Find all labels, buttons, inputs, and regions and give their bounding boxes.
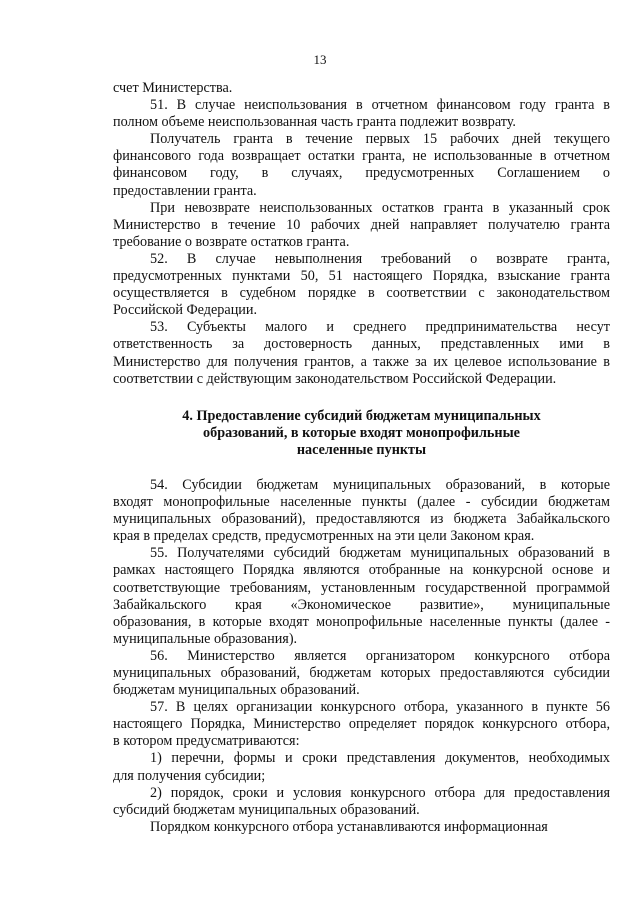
paragraph-line: 53. Субъекты малого и среднего предпринимательства несут [150, 319, 610, 336]
paragraph-line: бюджетам муниципальных образований. [113, 682, 360, 699]
paragraph-line: счет Министерства. [113, 80, 233, 96]
paragraph-line: полном объеме неиспользованная часть гранта подлежит возврату. [113, 114, 516, 131]
paragraph-line: 52. В случае невыполнения требований о возврате гранта, [150, 250, 610, 267]
paragraph-line: финансовом году, в случаях, предусмотренных Соглашением о [113, 165, 610, 182]
page-number: 13 [313, 52, 327, 67]
paragraph-line: Забайкальского края «Экономическое развитие», муниципальные [113, 596, 610, 613]
paragraphs-bottom [113, 477, 610, 836]
paragraph-line: муниципальные образования). [113, 630, 298, 647]
paragraph-line: 56. Министерство является организатором конкурсного отбора [150, 647, 610, 664]
paragraph-line: образования, в которые входят монопрофильные населенные пункты (далее - [113, 613, 610, 630]
paragraph-line: Российской Федерации. [113, 302, 258, 319]
paragraph-line: 51. В случае неиспользования в отчетном финансовом году гранта в [150, 97, 610, 114]
paragraph-line: в котором предусматриваются: [113, 733, 300, 750]
paragraph-line: края в пределах средств, предусмотренных на эти цели Законом края. [113, 528, 535, 545]
paragraph-line: 54. Субсидии бюджетам муниципальных образований, в которые [150, 476, 610, 493]
paragraph-line: рамках настоящего Порядка являются отобранные на конкурсной основе и [113, 562, 610, 579]
section-heading-line: образований, в которые входят монопрофильные [203, 424, 520, 441]
paragraph-line: Министерство для получения грантов, а также за их целевое использование в [113, 353, 610, 370]
paragraphs-top [113, 80, 610, 388]
paragraph-line: При невозврате неиспользованных остатков гранта в указанный срок [150, 199, 610, 216]
paragraph-line: муниципальных образований, бюджетам которых предоставляются субсидии [113, 665, 610, 681]
section-heading-line: населенные пункты [296, 441, 427, 458]
paragraph-line: осуществляется в судебном порядке в соответствии с законодательством [113, 285, 610, 302]
paragraph-line: предусмотренных пунктами 50, 51 настоящего Порядка, взыскание гранта [113, 268, 610, 285]
paragraph-line: настоящего Порядка, Министерство определяет порядок конкурсного отбора, [113, 716, 610, 733]
paragraph-line: для получения субсидии; [113, 767, 266, 784]
paragraph-line: муниципальных образований), предоставляются из бюджета Забайкальского [113, 511, 610, 528]
paragraph-line: Порядком конкурсного отбора устанавливаются информационная [150, 818, 548, 835]
paragraph-line: 57. В целях организации конкурсного отбора, указанного в пункте 56 [150, 699, 610, 716]
paragraph-line: 2) порядок, сроки и условия конкурсного отбора для предоставления [150, 784, 610, 801]
paragraph-line: финансового года возвращает остатки гранта, не использованные в отчетном [113, 148, 610, 165]
paragraph-line: соответствии с действующим законодательством Российской Федерации. [113, 370, 557, 387]
paragraph-line: Получатель гранта в течение первых 15 рабочих дней текущего [150, 131, 610, 148]
paragraph-line: Министерство в течение 10 рабочих дней направляет получателю гранта [113, 216, 610, 233]
section-heading [113, 408, 610, 459]
paragraph-line: субсидий бюджетам муниципальных образований. [113, 801, 420, 818]
document-body [113, 80, 610, 836]
section-heading-line: 4. Предоставление субсидий бюджетам муниципальных [182, 407, 541, 424]
paragraph-line: 1) перечни, формы и сроки представления документов, необходимых [150, 750, 610, 767]
paragraph-line: ответственность за достоверность данных, представленных ими в [113, 336, 610, 353]
paragraph-line: 55. Получателями субсидий бюджетам муниципальных образований в [150, 545, 610, 562]
paragraph-line: требование о возврате остатков гранта. [113, 233, 350, 250]
paragraph-line: соответствующие требованиям, установленным государственной программой [113, 579, 610, 596]
paragraph-line: предоставлении гранта. [113, 182, 257, 199]
paragraph-line: входят монопрофильные населенные пункты (далее - субсидии бюджетам [113, 494, 610, 511]
